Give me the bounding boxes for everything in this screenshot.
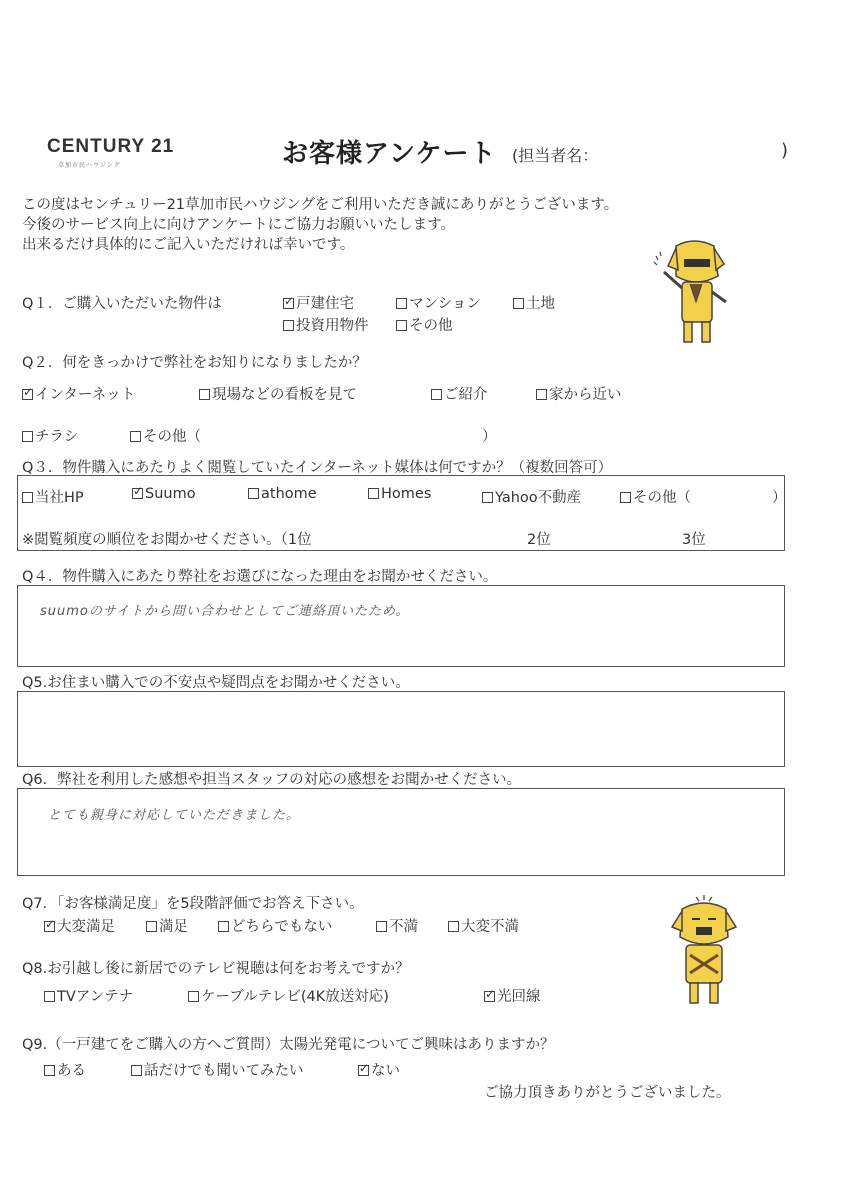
- closing-text: ご協力頂きありがとうございました。: [484, 1085, 731, 1101]
- checkbox-icon: [22, 492, 33, 503]
- q2-other-close: ）: [482, 429, 497, 445]
- q3-option-other[interactable]: その他（: [620, 486, 691, 507]
- intro-text: [22, 195, 618, 255]
- checkbox-icon: [218, 921, 229, 932]
- q2-option-other[interactable]: その他（: [130, 425, 201, 446]
- q1-option-other[interactable]: その他: [396, 314, 453, 335]
- q1-option-land[interactable]: 土地: [513, 292, 555, 313]
- checkbox-checked-icon: [44, 921, 55, 932]
- checkbox-icon: [130, 431, 141, 442]
- q4-question: Q４．物件購入にあたり弊社をお選びになった理由をお聞かせください。: [22, 569, 498, 585]
- q2-option-internet[interactable]: ✓インターネット: [22, 383, 135, 404]
- q3-option-athome[interactable]: athome: [248, 486, 317, 502]
- q1-question: Q１．ご購入いただいた物件は: [22, 296, 222, 312]
- checkbox-icon: [283, 320, 294, 331]
- q1-option-house[interactable]: ✓ 戸建住宅: [283, 292, 354, 313]
- q1-option-invest[interactable]: 投資用物件: [283, 314, 369, 335]
- q8-option-3[interactable]: ✓ 光回線: [484, 985, 541, 1006]
- intro-line: この度はセンチュリー21草加市民ハウジングをご利用いただき誠にありがとうございます。: [22, 197, 619, 213]
- q6-question: Q6．弊社を利用した感想や担当スタッフの対応の感想をお聞かせください。: [22, 772, 522, 788]
- checkbox-checked-icon: [358, 1065, 369, 1076]
- q1-option-mansion[interactable]: マンション: [396, 292, 481, 313]
- q5-question: Q5.お住まい購入での不安点や疑問点をお聞かせください。: [22, 675, 410, 691]
- q2-option-sign[interactable]: 現場などの看板を見て: [199, 383, 357, 404]
- q4-answer: suumoのサイトから問い合わせとしてご連絡頂いたため。: [40, 604, 410, 619]
- q9-option-3[interactable]: ✓ ない: [358, 1059, 400, 1080]
- q9-option-2[interactable]: 話だけでも聞いてみたい: [131, 1059, 304, 1080]
- checkbox-icon: [431, 389, 442, 400]
- q3-option-homes[interactable]: Homes: [368, 486, 431, 502]
- q3-other-close: ）: [772, 490, 787, 506]
- intro-line: 今後のサービス向上に向けアンケートにご協力お願いいたします。: [22, 217, 455, 233]
- checkbox-icon: [131, 1065, 142, 1076]
- checkbox-icon: [396, 298, 407, 309]
- intro-line: 出来るだけ具体的にご記入いただければ幸いです。: [22, 237, 355, 253]
- q9-option-1[interactable]: ある: [44, 1059, 86, 1080]
- q3-rank3: 3位: [682, 532, 706, 548]
- checkbox-icon: [22, 431, 33, 442]
- q2-question: Q２．何をきっかけで弊社をお知りになりましたか？: [22, 355, 367, 371]
- checkbox-icon: [396, 320, 407, 331]
- q3-question: Q３．物件購入にあたりよく閲覧していたインターネット媒体は何ですか？（複数回答可）: [22, 460, 613, 476]
- q3-option-hp[interactable]: 当社HP: [22, 486, 84, 507]
- q7-option-1[interactable]: ✓大変満足: [44, 915, 115, 936]
- checkbox-icon: [248, 488, 259, 499]
- q4-answer-box[interactable]: [17, 585, 785, 667]
- q9-question: Q9.（一戸建てをご購入の方へご質問）太陽光発電についてご興味はありますか？: [22, 1037, 555, 1053]
- checkbox-icon: [368, 488, 379, 499]
- q7-option-5[interactable]: 大変不満: [448, 915, 519, 936]
- checkbox-checked-icon: [132, 488, 143, 499]
- brand-subtitle: 草加市民ハウジング: [58, 162, 121, 169]
- checkbox-icon: [620, 492, 631, 503]
- checkbox-icon: [188, 991, 199, 1002]
- checkbox-checked-icon: [484, 991, 495, 1002]
- q7-option-4[interactable]: 不満: [376, 915, 418, 936]
- checkbox-icon: [376, 921, 387, 932]
- page-title: お客様アンケート: [282, 139, 497, 169]
- checkbox-icon: [44, 1065, 55, 1076]
- q7-question: Q7．「お客様満足度」を5段階評価でお答え下さい。: [22, 896, 364, 912]
- checkbox-icon: [482, 492, 493, 503]
- mascot-dog-icon: [668, 895, 740, 1007]
- q3-option-suumo[interactable]: ✓ Suumo: [132, 486, 196, 502]
- q7-option-3[interactable]: どちらでもない: [218, 915, 332, 936]
- q2-option-referral[interactable]: ご紹介: [431, 383, 488, 404]
- q8-option-2[interactable]: ケーブルテレビ(4K放送対応): [188, 985, 389, 1006]
- checkbox-icon: [513, 298, 524, 309]
- q8-question: Q8.お引越し後に新居でのテレビ視聴は何をお考えですか？: [22, 961, 410, 977]
- q3-rank-note: ※閲覧頻度の順位をお聞かせください。（1位: [22, 532, 312, 548]
- checkbox-icon: [199, 389, 210, 400]
- mascot-dog-icon: [646, 236, 741, 348]
- q2-option-near[interactable]: 家から近い: [536, 383, 622, 404]
- staff-close-paren: ): [781, 140, 789, 161]
- q6-answer-box[interactable]: [17, 788, 785, 876]
- checkbox-checked-icon: [283, 298, 294, 309]
- brand-logo: CENTURY 21: [47, 136, 175, 157]
- checkbox-checked-icon: [22, 389, 33, 400]
- checkbox-icon: [448, 921, 459, 932]
- checkbox-icon: [146, 921, 157, 932]
- q5-answer-box[interactable]: [17, 691, 785, 767]
- q2-option-flyer[interactable]: チラシ: [22, 425, 79, 446]
- q3-rank2: 2位: [527, 532, 551, 548]
- q7-option-2[interactable]: 満足: [146, 915, 188, 936]
- staff-label: (担当者名：: [512, 146, 599, 165]
- q3-option-yahoo[interactable]: Yahoo不動産: [482, 486, 581, 507]
- checkbox-icon: [44, 991, 55, 1002]
- q6-answer: とても親身に対応していただきました。: [48, 808, 301, 823]
- q8-option-1[interactable]: TVアンテナ: [44, 985, 133, 1006]
- checkbox-icon: [536, 389, 547, 400]
